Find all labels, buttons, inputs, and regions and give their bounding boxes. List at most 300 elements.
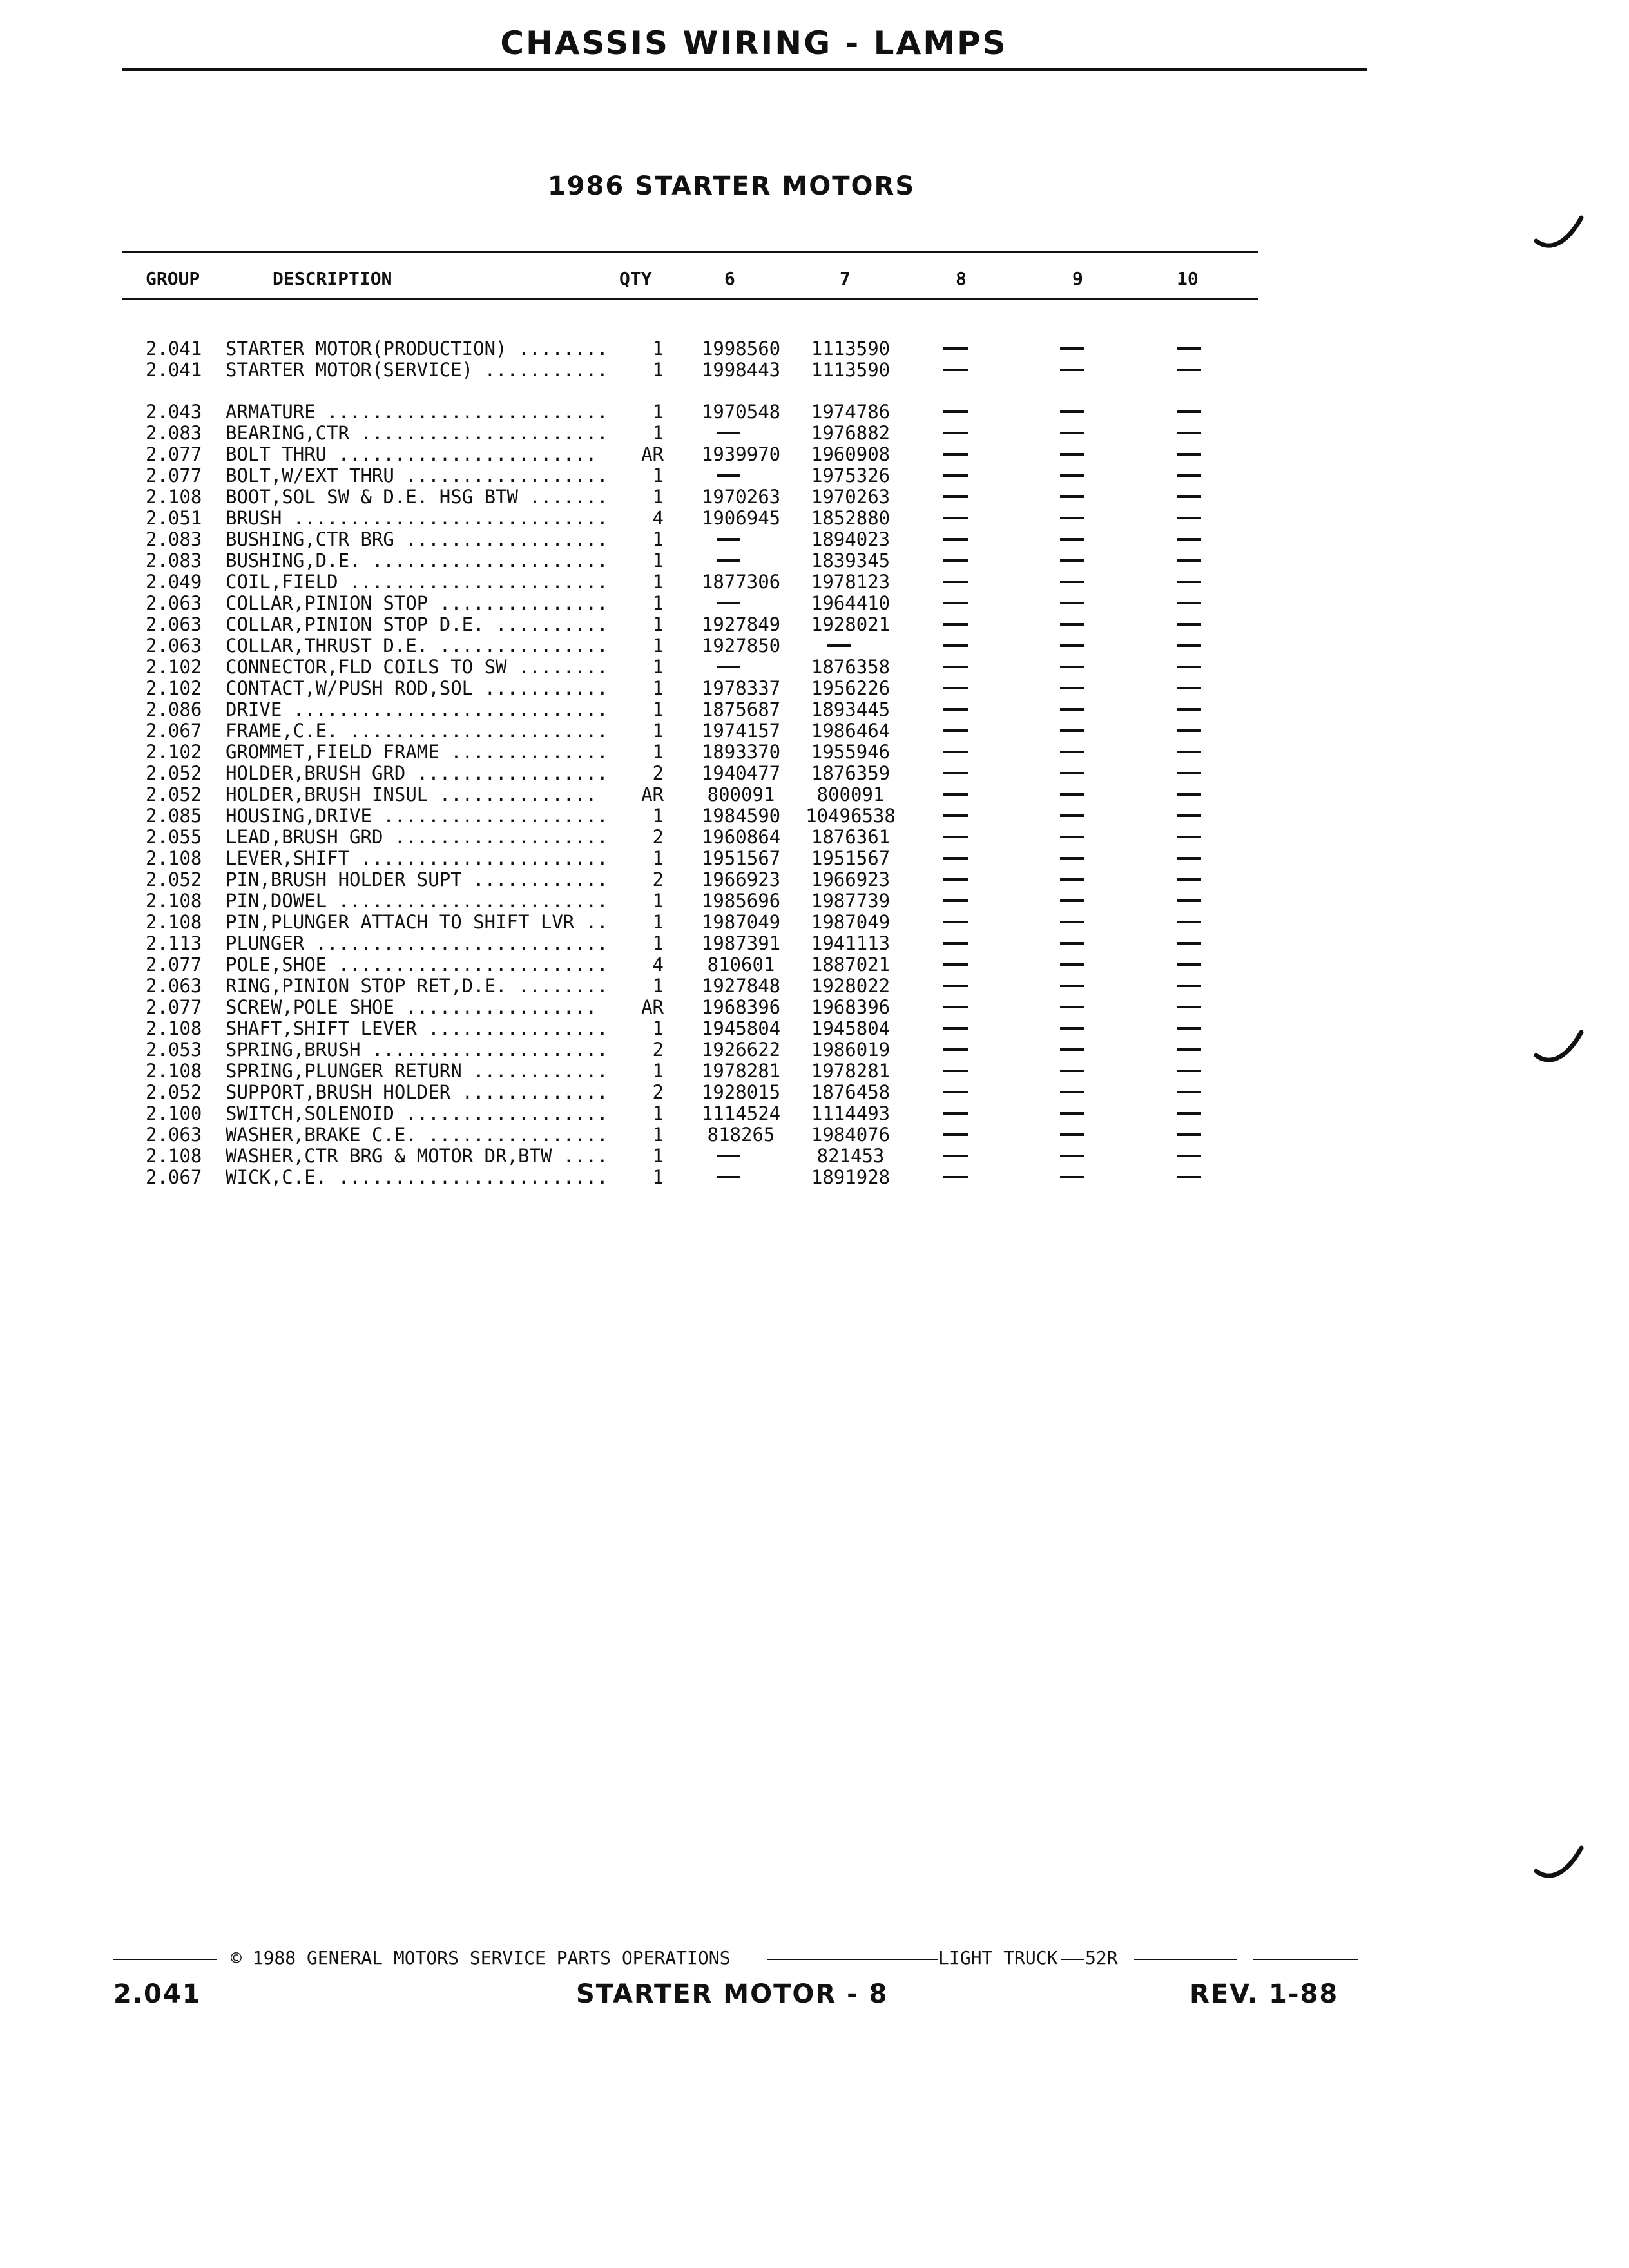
cell-group: 2.102 [146, 741, 202, 763]
cell-qty: 2 [652, 826, 664, 848]
cell-col-7: 1113590 [811, 338, 891, 360]
cell-col-6: 1987049 [701, 911, 781, 933]
cell-col-7: 1876458 [811, 1081, 891, 1103]
cell-col-6: 800091 [707, 783, 775, 805]
cell-group: 2.085 [146, 805, 202, 827]
dash-col-10 [1177, 623, 1201, 626]
cell-col-7: 1945804 [811, 1017, 891, 1039]
dash-col-8 [943, 836, 968, 838]
dash-col-9 [1060, 666, 1084, 668]
binder-mark-middle [1534, 1027, 1585, 1072]
dash-col-9 [1060, 708, 1084, 711]
dash-col-8 [943, 985, 968, 987]
cell-col-7: 1968396 [811, 996, 891, 1018]
cell-col-7: 1113590 [811, 359, 891, 381]
table-row [0, 550, 1353, 572]
dash-col-9 [1060, 1155, 1084, 1157]
dash-col-8 [943, 1112, 968, 1115]
dash-col-8 [943, 878, 968, 881]
footer-code: 52R [1085, 1947, 1118, 1968]
cell-group: 2.083 [146, 422, 202, 444]
cell-col-6: 1945804 [701, 1017, 781, 1039]
section-title: 1986 STARTER MOTORS [547, 171, 916, 201]
cell-description: SCREW,POLE SHOE ................. [226, 996, 597, 1018]
cell-description: BOLT THRU ....................... [226, 443, 597, 465]
dash-col-8 [943, 410, 968, 413]
dash-col-10 [1177, 666, 1201, 668]
dash-col-8 [943, 1006, 968, 1008]
cell-qty: 2 [652, 1039, 664, 1061]
cell-description: HOLDER,BRUSH INSUL .............. [226, 783, 597, 805]
dash-col-8 [943, 1155, 968, 1157]
table-row [0, 1124, 1353, 1146]
dash-col-6 [717, 432, 740, 434]
cell-description: SPRING,PLUNGER RETURN ............ [226, 1060, 608, 1082]
dash-col-10 [1177, 985, 1201, 987]
dash-col-9 [1060, 899, 1084, 902]
dash-col-10 [1177, 347, 1201, 350]
cell-col-7: 1928022 [811, 975, 891, 997]
dash-col-10 [1177, 432, 1201, 434]
cell-col-6: 1998560 [701, 338, 781, 360]
cell-group: 2.077 [146, 954, 202, 975]
cell-qty: AR [641, 783, 664, 805]
dash-col-10 [1177, 1006, 1201, 1008]
table-row [0, 1039, 1353, 1061]
cell-col-7: 1951567 [811, 847, 891, 869]
dash-col-9 [1060, 921, 1084, 923]
dash-col-9 [1060, 751, 1084, 753]
cell-col-7: 1964410 [811, 592, 891, 614]
dash-col-9 [1060, 432, 1084, 434]
cell-col-7: 1941113 [811, 932, 891, 954]
dash-col-9 [1060, 814, 1084, 817]
dash-col-9 [1060, 836, 1084, 838]
table-row [0, 572, 1353, 593]
dash-col-10 [1177, 559, 1201, 562]
cell-col-6: 1968396 [701, 996, 781, 1018]
cell-qty: 2 [652, 1081, 664, 1103]
table-row [0, 401, 1353, 423]
cell-col-6: 818265 [707, 1124, 775, 1146]
cell-group: 2.067 [146, 1166, 202, 1188]
cell-qty: 1 [652, 1102, 664, 1124]
dash-col-8 [943, 793, 968, 796]
table-row [0, 827, 1353, 848]
dash-col-10 [1177, 517, 1201, 519]
cell-description: SWITCH,SOLENOID .................. [226, 1102, 608, 1124]
cell-description: POLE,SHOE ........................ [226, 954, 608, 975]
dash-col-9 [1060, 793, 1084, 796]
dash-col-9 [1060, 410, 1084, 413]
dash-col-8 [943, 1070, 968, 1072]
cell-qty: 1 [652, 1060, 664, 1082]
cell-col-6: 1927848 [701, 975, 781, 997]
dash-col-8 [943, 369, 968, 371]
cell-qty: 1 [652, 401, 664, 423]
table-row [0, 784, 1353, 805]
cell-description: BOOT,SOL SW & D.E. HSG BTW ....... [226, 486, 608, 508]
cell-description: COLLAR,PINION STOP ............... [226, 592, 608, 614]
dash-col-6 [717, 602, 740, 604]
cell-qty: 1 [652, 422, 664, 444]
table-row [0, 975, 1353, 997]
dash-col-9 [1060, 1091, 1084, 1093]
cell-description: DRIVE ............................ [226, 698, 608, 720]
cell-qty: 1 [652, 486, 664, 508]
table-row [0, 890, 1353, 912]
dash-col-10 [1177, 836, 1201, 838]
dash-col-10 [1177, 751, 1201, 753]
dash-col-9 [1060, 857, 1084, 860]
dash-col-8 [943, 347, 968, 350]
dash-col-8 [943, 432, 968, 434]
cell-qty: 1 [652, 890, 664, 912]
cell-group: 2.108 [146, 486, 202, 508]
cell-group: 2.052 [146, 762, 202, 784]
dash-col-10 [1177, 1112, 1201, 1115]
cell-description: WASHER,CTR BRG & MOTOR DR,BTW .... [226, 1145, 608, 1167]
table-row [0, 699, 1353, 720]
footer-rule-left [113, 1959, 217, 1960]
cell-description: SHAFT,SHIFT LEVER ................ [226, 1017, 608, 1039]
dash-col-8 [943, 495, 968, 498]
dash-col-10 [1177, 581, 1201, 583]
cell-col-7: 1966923 [811, 869, 891, 890]
cell-group: 2.052 [146, 869, 202, 890]
dash-col-8 [943, 687, 968, 689]
table-row [0, 657, 1353, 678]
cell-description: LEVER,SHIFT ...................... [226, 847, 608, 869]
cell-description: PIN,DOWEL ........................ [226, 890, 608, 912]
cell-col-7: 1894023 [811, 528, 891, 550]
cell-description: SPRING,BRUSH ..................... [226, 1039, 608, 1061]
dash-col-9 [1060, 772, 1084, 774]
table-row [0, 1103, 1353, 1124]
cell-col-7: 1960908 [811, 443, 891, 465]
cell-col-6: 1974157 [701, 720, 781, 742]
table-row [0, 1082, 1353, 1103]
cell-col-7: 1852880 [811, 507, 891, 529]
cell-qty: 1 [652, 932, 664, 954]
dash-col-9 [1060, 581, 1084, 583]
cell-group: 2.100 [146, 1102, 202, 1124]
dash-col-10 [1177, 729, 1201, 732]
dash-col-9 [1060, 963, 1084, 966]
dash-col-10 [1177, 1048, 1201, 1051]
cell-description: BOLT,W/EXT THRU .................. [226, 465, 608, 486]
dash-col-9 [1060, 1048, 1084, 1051]
table-row [0, 763, 1353, 784]
cell-col-7: 1876358 [811, 656, 891, 678]
cell-col-6: 810601 [707, 954, 775, 975]
cell-qty: 1 [652, 550, 664, 572]
cell-description: PLUNGER .......................... [226, 932, 608, 954]
cell-qty: 1 [652, 847, 664, 869]
column-header-9: 9 [1072, 268, 1083, 289]
dash-col-8 [943, 921, 968, 923]
dash-col-8 [943, 517, 968, 519]
table-row [0, 912, 1353, 933]
dash-col-10 [1177, 1091, 1201, 1093]
cell-qty: 1 [652, 635, 664, 657]
cell-group: 2.043 [146, 401, 202, 423]
dash-col-8 [943, 729, 968, 732]
dash-col-8 [943, 1133, 968, 1136]
cell-qty: 1 [652, 571, 664, 593]
dash-col-8 [943, 623, 968, 626]
column-header-description: DESCRIPTION [273, 268, 392, 289]
dash-col-8 [943, 857, 968, 860]
cell-group: 2.108 [146, 1145, 202, 1167]
column-header-6: 6 [724, 268, 735, 289]
table-row [0, 805, 1353, 827]
cell-col-6: 1978281 [701, 1060, 781, 1082]
cell-group: 2.053 [146, 1039, 202, 1061]
cell-description: WASHER,BRAKE C.E. ................ [226, 1124, 608, 1146]
footer-rule-right [1134, 1959, 1237, 1960]
table-row [0, 1167, 1353, 1188]
dash-col-10 [1177, 369, 1201, 371]
cell-group: 2.051 [146, 507, 202, 529]
dash-col-6 [717, 538, 740, 541]
cell-col-7: 1986019 [811, 1039, 891, 1061]
dash-col-9 [1060, 729, 1084, 732]
dash-col-6 [717, 1155, 740, 1157]
cell-col-6: 1114524 [701, 1102, 781, 1124]
cell-qty: 1 [652, 359, 664, 381]
table-row [0, 997, 1353, 1018]
table-top-rule [122, 251, 1258, 253]
cell-group: 2.063 [146, 613, 202, 635]
dash-col-10 [1177, 814, 1201, 817]
cell-description: FRAME,C.E. ....................... [226, 720, 608, 742]
table-row [0, 869, 1353, 890]
cell-col-7: 1956226 [811, 677, 891, 699]
cell-col-7: 800091 [816, 783, 885, 805]
cell-group: 2.055 [146, 826, 202, 848]
dash-col-9 [1060, 1133, 1084, 1136]
cell-qty: 1 [652, 592, 664, 614]
cell-col-6: 1928015 [701, 1081, 781, 1103]
cell-col-7: 1928021 [811, 613, 891, 635]
dash-col-6 [717, 559, 740, 562]
table-row [0, 614, 1353, 635]
cell-col-7: 1891928 [811, 1166, 891, 1188]
cell-description: BUSHING,D.E. ..................... [226, 550, 608, 572]
cell-qty: 1 [652, 805, 664, 827]
dash-col-10 [1177, 687, 1201, 689]
table-row [0, 933, 1353, 954]
cell-col-6: 1893370 [701, 741, 781, 763]
binder-mark-top [1534, 213, 1585, 258]
cell-qty: 2 [652, 869, 664, 890]
cell-col-6: 1984590 [701, 805, 781, 827]
column-header-8: 8 [956, 268, 967, 289]
table-row [0, 1146, 1353, 1167]
dash-col-9 [1060, 559, 1084, 562]
column-header-7: 7 [840, 268, 851, 289]
cell-qty: 1 [652, 338, 664, 360]
cell-description: PIN,PLUNGER ATTACH TO SHIFT LVR .. [226, 911, 608, 933]
cell-description: STARTER MOTOR(PRODUCTION) ........ [226, 338, 608, 360]
cell-description: COIL,FIELD ....................... [226, 571, 608, 593]
dash-col-10 [1177, 410, 1201, 413]
cell-group: 2.077 [146, 465, 202, 486]
cell-qty: 1 [652, 698, 664, 720]
cell-qty: 1 [652, 911, 664, 933]
cell-col-6: 1875687 [701, 698, 781, 720]
cell-group: 2.077 [146, 443, 202, 465]
cell-qty: AR [641, 996, 664, 1018]
footer-rule-mid [767, 1959, 938, 1960]
cell-group: 2.041 [146, 359, 202, 381]
dash-col-9 [1060, 1112, 1084, 1115]
dash-col-9 [1060, 453, 1084, 456]
cell-group: 2.113 [146, 932, 202, 954]
dash-col-10 [1177, 495, 1201, 498]
cell-description: STARTER MOTOR(SERVICE) ........... [226, 359, 608, 381]
cell-description: HOUSING,DRIVE .................... [226, 805, 608, 827]
dash-col-8 [943, 942, 968, 945]
dash-col-9 [1060, 985, 1084, 987]
cell-qty: 1 [652, 741, 664, 763]
cell-qty: 1 [652, 975, 664, 997]
cell-col-7: 1978123 [811, 571, 891, 593]
dash-col-10 [1177, 453, 1201, 456]
cell-group: 2.108 [146, 847, 202, 869]
cell-col-7: 1970263 [811, 486, 891, 508]
dash-col-10 [1177, 1133, 1201, 1136]
cell-qty: 1 [652, 1017, 664, 1039]
cell-col-6: 1985696 [701, 890, 781, 912]
dash-col-8 [943, 644, 968, 647]
cell-col-6: 1940477 [701, 762, 781, 784]
dash-col-9 [1060, 517, 1084, 519]
cell-group: 2.086 [146, 698, 202, 720]
cell-qty: 2 [652, 762, 664, 784]
cell-group: 2.063 [146, 975, 202, 997]
column-header-qty: QTY [619, 268, 652, 289]
table-row [0, 678, 1353, 699]
binder-mark-bottom [1534, 1843, 1585, 1888]
cell-group: 2.052 [146, 1081, 202, 1103]
table-row [0, 742, 1353, 763]
cell-col-7: 10496538 [805, 805, 896, 827]
cell-qty: AR [641, 443, 664, 465]
dash-col-8 [943, 814, 968, 817]
cell-group: 2.108 [146, 1017, 202, 1039]
cell-qty: 1 [652, 656, 664, 678]
dash-col-9 [1060, 474, 1084, 477]
table-row [0, 720, 1353, 742]
header-rule [122, 68, 1367, 71]
dash-col-9 [1060, 687, 1084, 689]
cell-description: CONNECTOR,FLD COILS TO SW ........ [226, 656, 608, 678]
dash-col-10 [1177, 1176, 1201, 1178]
dash-col-10 [1177, 644, 1201, 647]
dash-col-10 [1177, 857, 1201, 860]
table-row [0, 444, 1353, 465]
cell-group: 2.108 [146, 1060, 202, 1082]
cell-qty: 4 [652, 954, 664, 975]
footer-revision: REV. 1-88 [1190, 1979, 1339, 2009]
table-row [0, 508, 1353, 529]
dash-col-6 [717, 1176, 740, 1178]
cell-col-7: 1986464 [811, 720, 891, 742]
dash-col-9 [1060, 602, 1084, 604]
cell-col-6: 1877306 [701, 571, 781, 593]
table-row [0, 360, 1353, 381]
dash-col-8 [943, 1027, 968, 1030]
page-title: CHASSIS WIRING - LAMPS [500, 24, 1008, 62]
cell-description: COLLAR,THRUST D.E. ............... [226, 635, 608, 657]
dash-col-9 [1060, 878, 1084, 881]
dash-col-9 [1060, 1027, 1084, 1030]
cell-col-7: 1975326 [811, 465, 891, 486]
cell-group: 2.077 [146, 996, 202, 1018]
table-row [0, 1018, 1353, 1039]
footer-rule-mid2 [1061, 1959, 1084, 1960]
cell-col-6: 1927850 [701, 635, 781, 657]
table-row [0, 1061, 1353, 1082]
cell-group: 2.063 [146, 635, 202, 657]
cell-col-7: 1887021 [811, 954, 891, 975]
dash-col-8 [943, 1048, 968, 1051]
footer-rule-far-right [1253, 1959, 1358, 1960]
cell-col-6: 1970263 [701, 486, 781, 508]
column-header-10: 10 [1177, 268, 1199, 289]
cell-description: COLLAR,PINION STOP D.E. .......... [226, 613, 608, 635]
cell-col-6: 1926622 [701, 1039, 781, 1061]
cell-qty: 1 [652, 1145, 664, 1167]
dash-col-8 [943, 772, 968, 774]
cell-qty: 1 [652, 528, 664, 550]
cell-description: LEAD,BRUSH GRD ................... [226, 826, 608, 848]
dash-col-9 [1060, 347, 1084, 350]
cell-qty: 1 [652, 613, 664, 635]
dash-col-8 [943, 581, 968, 583]
cell-col-7: 1839345 [811, 550, 891, 572]
cell-col-6: 1927849 [701, 613, 781, 635]
cell-description: ARMATURE ......................... [226, 401, 608, 423]
cell-group: 2.108 [146, 890, 202, 912]
cell-col-6: 1906945 [701, 507, 781, 529]
cell-col-6: 1951567 [701, 847, 781, 869]
cell-col-7: 1955946 [811, 741, 891, 763]
cell-description: CONTACT,W/PUSH ROD,SOL ........... [226, 677, 608, 699]
footer-group-number: 2.041 [113, 1979, 202, 2009]
dash-col-10 [1177, 899, 1201, 902]
dash-col-8 [943, 559, 968, 562]
cell-col-7: 1976882 [811, 422, 891, 444]
cell-col-7: 1987739 [811, 890, 891, 912]
cell-col-7: 1893445 [811, 698, 891, 720]
dash-col-8 [943, 963, 968, 966]
cell-col-6: 1960864 [701, 826, 781, 848]
dash-col-10 [1177, 963, 1201, 966]
dash-col-8 [943, 751, 968, 753]
cell-col-7: 1876361 [811, 826, 891, 848]
dash-col-10 [1177, 708, 1201, 711]
cell-group: 2.052 [146, 783, 202, 805]
dash-col-6 [717, 666, 740, 668]
cell-description: GROMMET,FIELD FRAME .............. [226, 741, 608, 763]
cell-col-7: 1114493 [811, 1102, 891, 1124]
table-row [0, 338, 1353, 360]
dash-col-9 [1060, 538, 1084, 541]
cell-col-6: 1987391 [701, 932, 781, 954]
